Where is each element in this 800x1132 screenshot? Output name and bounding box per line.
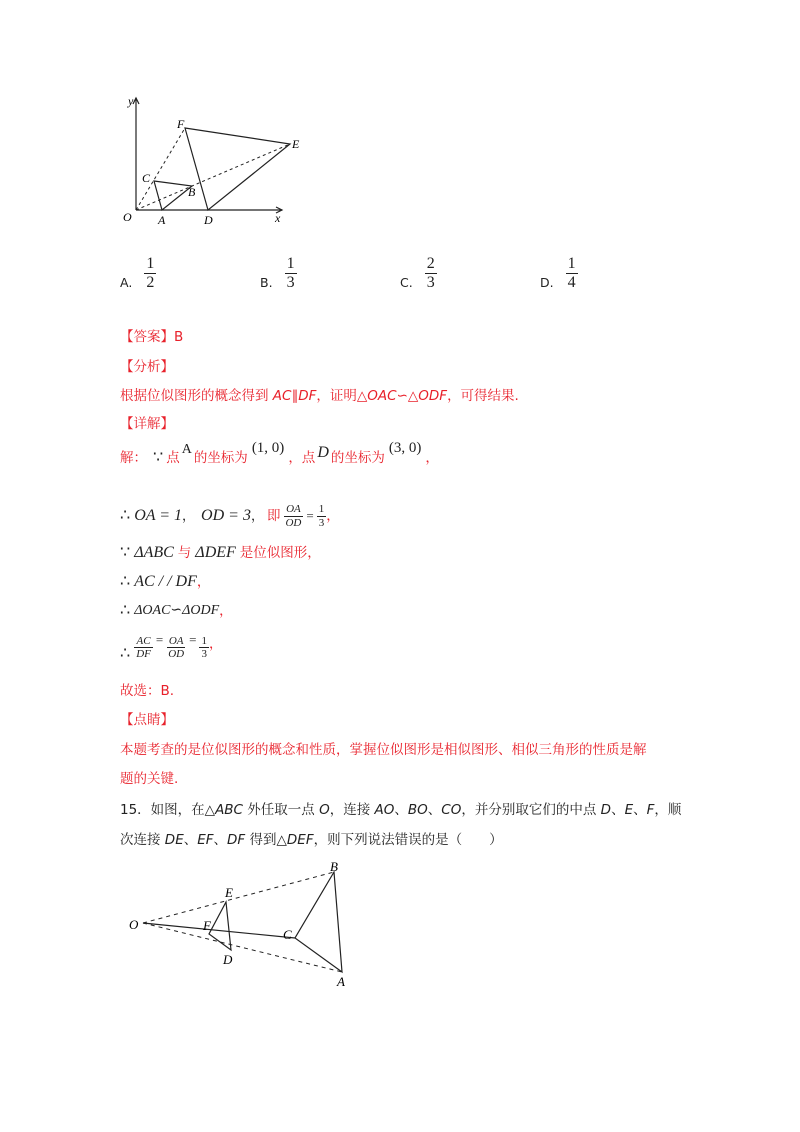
parallel-statement: AC / / DF	[134, 573, 197, 590]
triangle-def: ΔDEF	[195, 544, 236, 561]
triangle-abc: ΔABC	[134, 544, 174, 561]
sep: ，	[182, 508, 196, 523]
analysis-text-2: ，证明△	[316, 388, 368, 404]
comment-line-1: 本题考查的是位似图形的概念和性质，掌握位似图形是相似图形、相似三角形的性质是解	[120, 742, 647, 758]
detail-line-2	[120, 496, 340, 536]
q15-math: ABC	[215, 802, 243, 818]
q15-math: EF	[197, 832, 214, 848]
comment-line-2: 题的关键.	[120, 771, 179, 787]
triangle-DEF	[209, 902, 231, 950]
q15-math: CO	[441, 802, 462, 818]
label-C: C	[142, 171, 151, 185]
option-b-den: 3	[286, 273, 295, 291]
q15-text: 、	[633, 802, 647, 818]
q15-text: ，并分别取它们的中点	[461, 802, 601, 818]
label-B: B	[330, 859, 338, 874]
q15-text: ，顺	[654, 802, 682, 818]
q15-math: O	[319, 802, 330, 818]
option-c-den: 3	[426, 273, 435, 291]
triangle-ABC	[154, 181, 192, 210]
detail-text: ，	[196, 574, 211, 590]
label-E: E	[292, 137, 300, 151]
frac-num: 1	[318, 503, 325, 516]
therefore-symbol: ∴	[120, 645, 131, 662]
label-D: D	[204, 213, 213, 227]
detail-text: ，	[326, 508, 340, 524]
q15-text: 得到△	[245, 832, 287, 848]
option-a-fraction	[144, 255, 156, 291]
detail-text: ，	[425, 450, 439, 466]
coord-D: (3, 0)	[388, 440, 422, 456]
detail-line-7: 故选：B.	[120, 683, 175, 699]
detail-text: 的坐标为	[193, 450, 248, 466]
comment-tag: 【点睛】	[120, 712, 174, 728]
option-d-num: 1	[567, 255, 576, 272]
label-O: O	[129, 917, 139, 932]
option-a-den: 2	[146, 273, 155, 291]
detail-text: ，	[219, 603, 233, 619]
label-C: C	[283, 927, 292, 942]
option-c-num: 2	[426, 255, 435, 272]
detail-line-6	[120, 626, 222, 666]
detail-text: 的坐标为	[330, 450, 385, 466]
detail-text: 是位似图形，	[239, 545, 321, 561]
q15-math: DF	[227, 832, 246, 848]
q15-text: ，则下列说法错误的是（ ）	[313, 832, 503, 848]
frac-den: 3	[201, 647, 207, 660]
fraction-ac-df	[134, 635, 153, 660]
oa-eq: OA = 1	[134, 507, 183, 524]
frac-den: 3	[318, 516, 325, 529]
answer-line	[120, 327, 183, 347]
detail-text: 即	[266, 508, 281, 524]
q15-text: 、	[183, 832, 198, 848]
therefore-symbol: ∴	[120, 602, 131, 619]
label-O: O	[123, 210, 132, 224]
q15-text: 、	[427, 802, 442, 818]
segment-OC	[143, 923, 295, 938]
option-d-letter: D.	[540, 274, 554, 290]
similar-statement: ΔOAC∽ΔODF	[134, 603, 220, 618]
q15-math: AO	[374, 802, 395, 818]
question-15-line-2	[120, 830, 503, 850]
option-a[interactable]	[120, 255, 156, 291]
option-c-letter: C.	[400, 274, 413, 290]
fraction-oa-od	[283, 503, 303, 528]
detail-text: 与	[177, 545, 192, 561]
detail-line-3	[120, 543, 321, 563]
option-b-num: 1	[286, 255, 295, 272]
option-b-letter: B.	[260, 274, 273, 290]
label-E: E	[225, 885, 233, 900]
label-x: x	[275, 211, 281, 225]
label-A: A	[158, 213, 166, 227]
frac-num: OA	[168, 634, 184, 647]
option-d-fraction	[566, 255, 578, 291]
option-b[interactable]	[260, 255, 297, 291]
q15-text: 外任取一点	[243, 802, 320, 818]
frac-den: OD	[168, 647, 185, 660]
question-15-line-1	[120, 800, 681, 820]
homothety-figure	[125, 858, 365, 993]
analysis-text	[120, 386, 519, 406]
frac-den: OD	[285, 516, 302, 529]
detail-line-4	[120, 572, 210, 592]
detail-solve: 解：	[120, 450, 147, 466]
detail-line-1	[120, 440, 439, 468]
q15-math: BO	[407, 802, 428, 818]
point-A: A	[181, 442, 192, 457]
frac-num: 1	[201, 634, 207, 647]
coordinate-figure	[110, 88, 320, 233]
coord-A: (1, 0)	[251, 440, 285, 456]
frac-num: AC	[136, 634, 151, 647]
detail-text: ，	[208, 636, 223, 652]
analysis-math-3: ODF	[418, 388, 448, 404]
od-eq: OD = 3	[201, 507, 251, 524]
fraction-oa-od-2	[166, 635, 186, 660]
because-symbol: ∵	[153, 449, 164, 466]
because-symbol: ∵	[120, 544, 131, 561]
analysis-text-1: 根据位似图形的概念得到	[120, 388, 273, 404]
sep: ，	[250, 508, 264, 523]
frac-num: OA	[286, 503, 301, 516]
triangle-ABC	[295, 872, 342, 972]
analysis-tag: 【分析】	[120, 359, 174, 375]
option-d[interactable]	[540, 255, 578, 291]
option-b-fraction	[285, 255, 297, 291]
label-D: D	[223, 952, 233, 967]
detail-text: ，点	[288, 450, 316, 466]
detail-tag: 【详解】	[120, 416, 174, 432]
fraction-one-third-2	[199, 635, 209, 660]
option-d-den: 4	[567, 273, 576, 291]
answer-tag: 【答案】	[120, 329, 174, 345]
analysis-math-1: AC∥DF	[272, 388, 317, 404]
option-c[interactable]	[400, 255, 437, 291]
detail-text: 点	[166, 450, 180, 466]
analysis-text-4: ，可得结果.	[447, 388, 519, 404]
detail-line-5	[120, 601, 233, 621]
q15-math: D	[600, 802, 612, 818]
q15-math: E	[624, 802, 634, 818]
q15-text: ，连接	[329, 802, 375, 818]
answer-value: B	[174, 329, 184, 345]
point-D: D	[317, 444, 329, 461]
segment-OB	[143, 872, 334, 923]
option-a-num: 1	[146, 255, 155, 272]
label-B: B	[188, 185, 196, 199]
therefore-symbol: ∴	[120, 573, 131, 590]
q15-math: DEF	[286, 832, 314, 848]
label-F: F	[203, 918, 211, 933]
q15-math: F	[646, 802, 655, 818]
equals: =	[189, 632, 197, 647]
q15-text: 、	[611, 802, 625, 818]
q15-text: 、	[213, 832, 228, 848]
q15-text: 次连接	[120, 832, 165, 848]
triangle-DEF	[185, 128, 290, 210]
analysis-math-2: OAC	[367, 388, 397, 404]
ray-OE	[136, 144, 290, 210]
fraction-one-third	[317, 503, 327, 528]
equals: =	[306, 508, 314, 523]
equals: =	[155, 632, 164, 647]
analysis-text-3: ∽△	[396, 388, 419, 404]
label-y: y	[128, 94, 134, 108]
option-c-fraction	[425, 255, 437, 291]
option-a-letter: A.	[120, 274, 133, 290]
therefore-symbol: ∴	[120, 507, 131, 524]
q15-text: 15．如图，在△	[120, 802, 216, 818]
q15-math: DE	[164, 832, 184, 848]
frac-den: DF	[136, 647, 151, 660]
q15-text: 、	[394, 802, 408, 818]
segment-OA	[143, 923, 342, 972]
label-F: F	[177, 117, 185, 131]
label-A: A	[337, 974, 345, 989]
